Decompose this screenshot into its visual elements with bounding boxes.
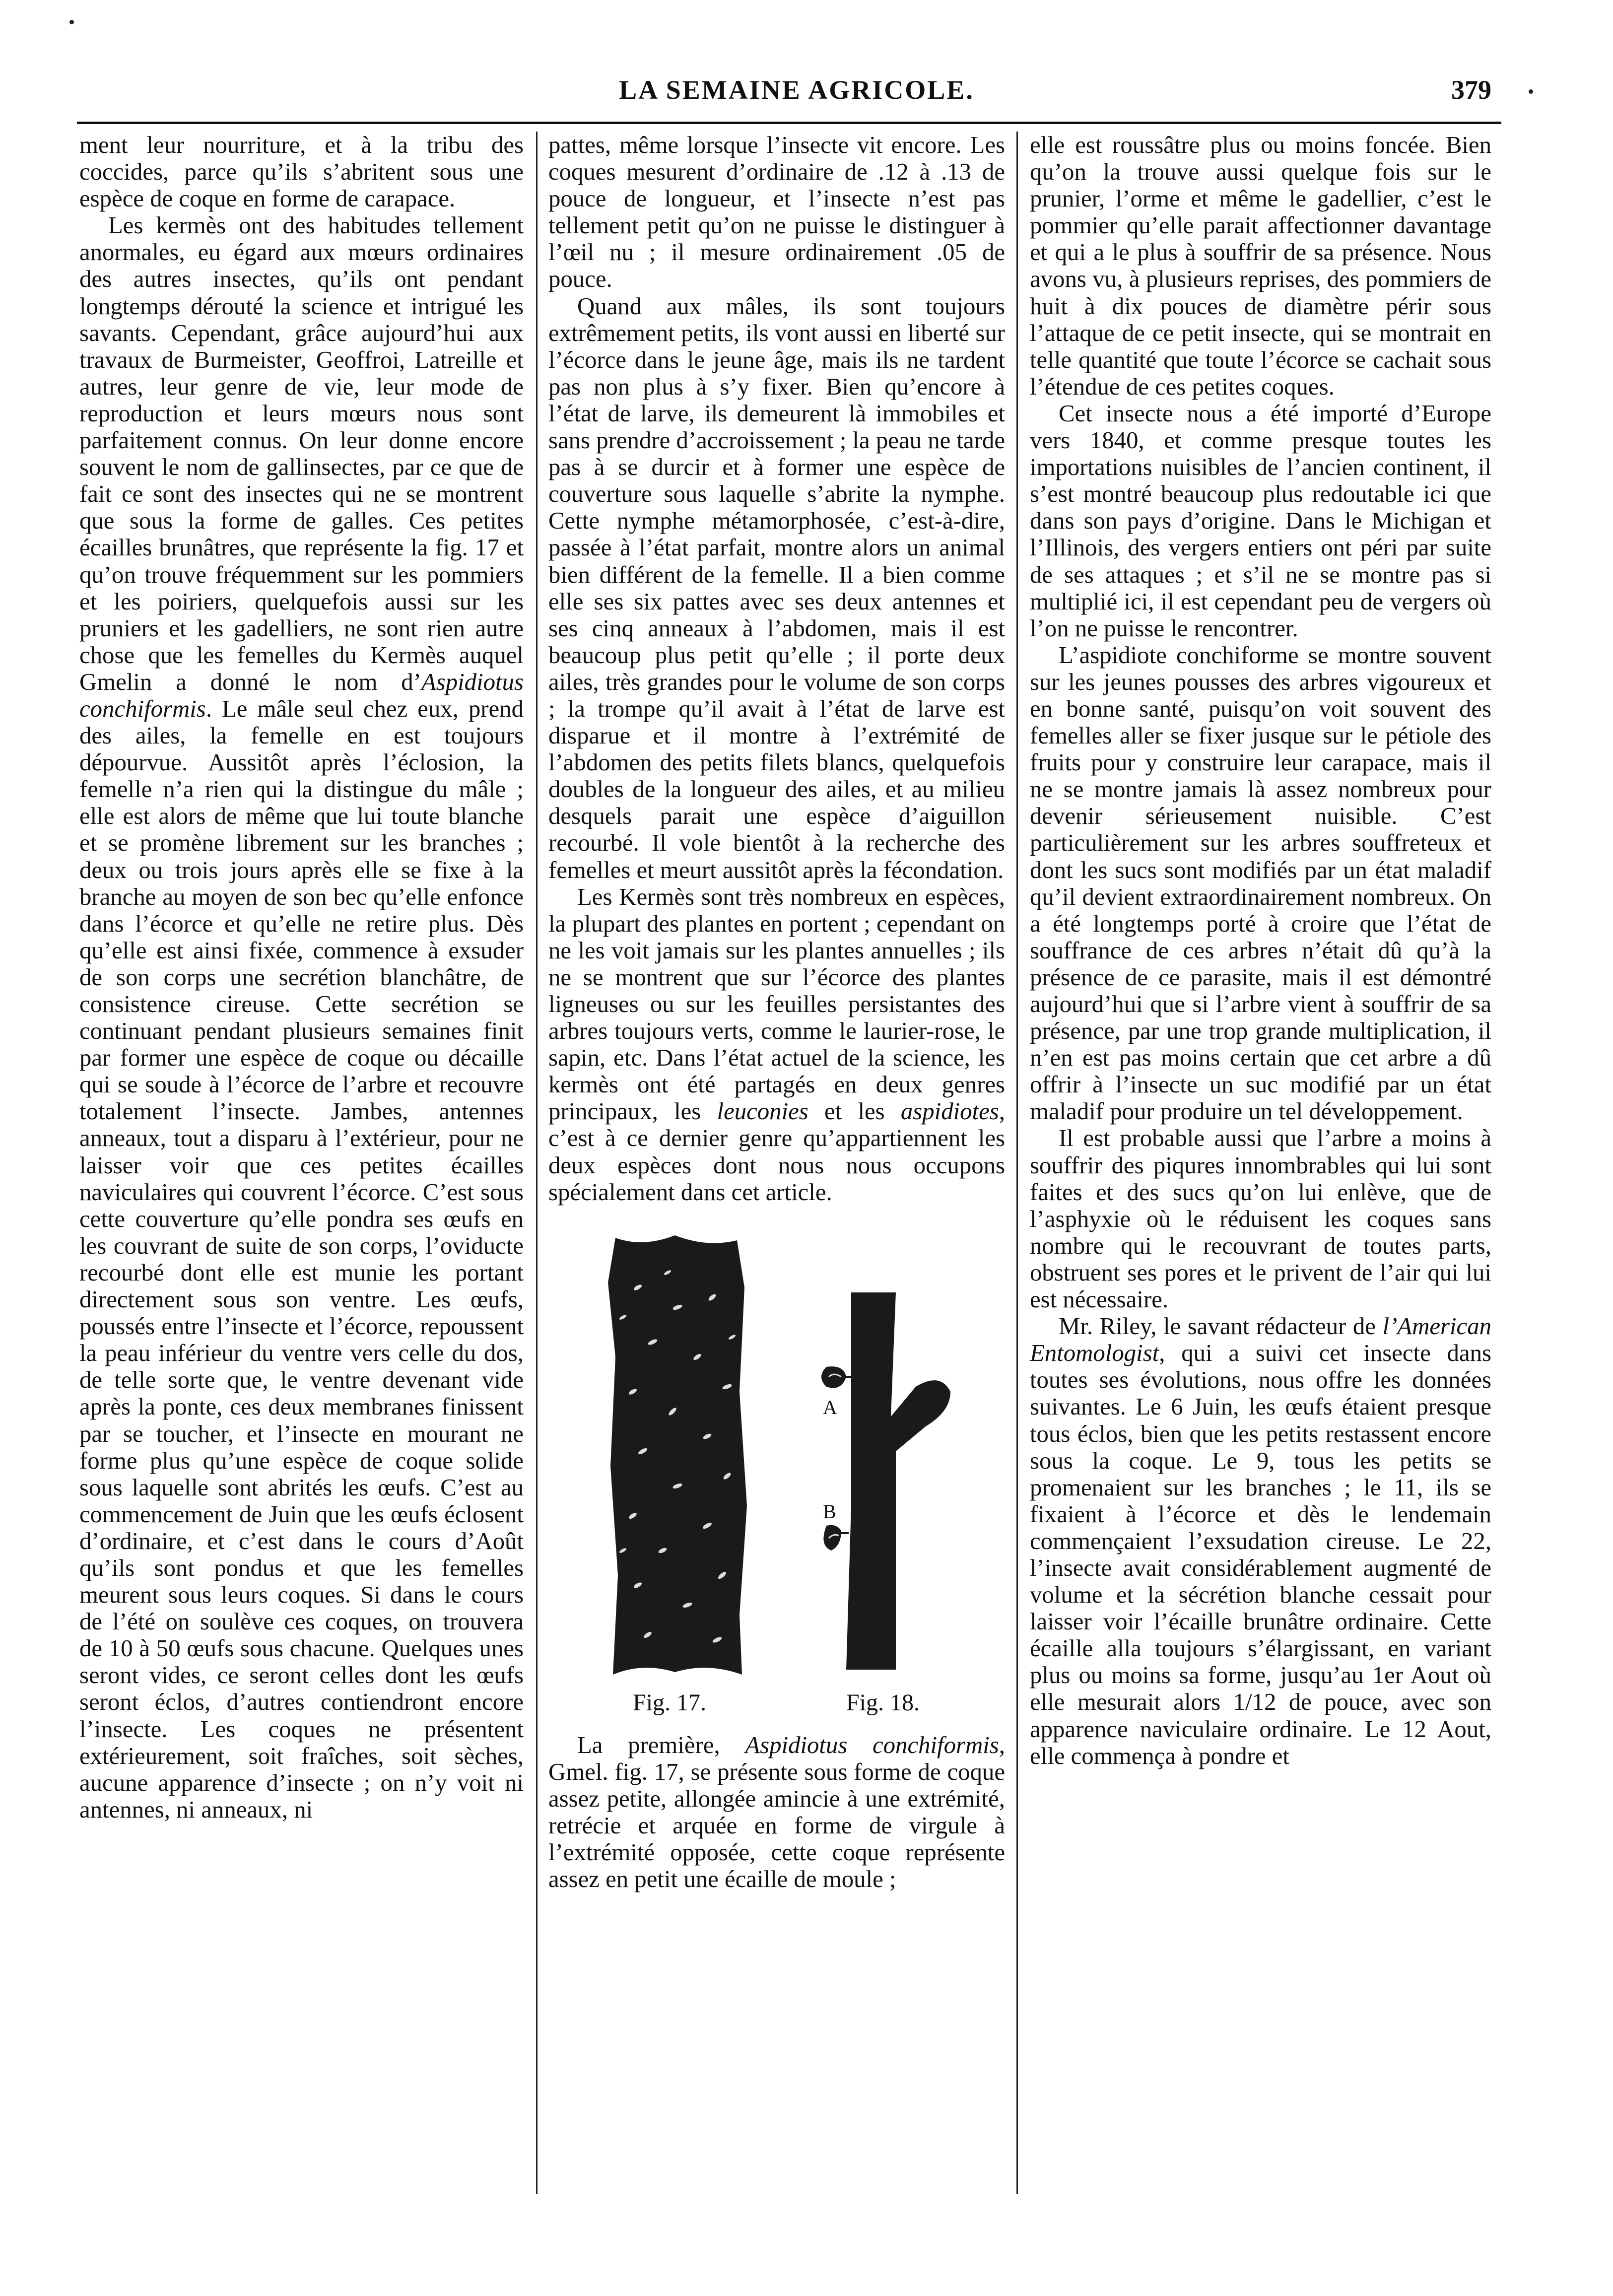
paragraph: Mr. Riley, le savant rédacteur de l’American Entomologist, qui a suivi cet insecte dans toutes ses évolutions, nous offre les données suivantes. Le 6 Juin, les œufs étaient presque tous éclos, bien que les petits restassent encore sous la coque. Le 9, tous les petits se promenaient sur les branches ; le 11, ils se fixaient à l’écorce et dès le lendemain commençaient l’exsudation cireuse. Le 22, l’insecte avait considérablement augmenté de volume et la sécrétion blanche cessait pour laisser voir l’écaille brunâtre ordinaire. Cette écaille alla toujours s’élargissant, en variant plus ou moins sa forme, jusqu’au 1er Aout où elle mesurait alors 1/12 de pouce, avec son apparence naviculaire ordinaire. Le 12 Aout, elle commença à pondre et (1030, 1313, 1491, 1769)
page-header (77, 74, 1516, 119)
header-rule (77, 122, 1501, 124)
figure-label-a: A (823, 1396, 837, 1418)
paragraph: Cet insecte nous a été importé d’Europe vers 1840, et comme presque toutes les importations nuisibles de l’ancien continent, il s’est montré beaucoup plus redoutable ici que dans son pays d’origine. Dans le Michigan et l’Illinois, des vergers entiers ont péri par suite de ses attaques ; et s’il ne se montre pas si multiplié ici, il est cependant peu de vergers où l’on ne puisse le rencontrer. (1030, 400, 1491, 642)
figure-illustrations (548, 1228, 1005, 1724)
paragraph: Les Kermès sont très nombreux en espèces, la plupart des plantes en portent ; cependant on ne les voit jamais sur les plantes annuelles ; ils ne se montrent que sur l’écorce des plantes ligneuses ou sur les feuilles persistantes des arbres toujours verts, comme le laurier-rose, le sapin, etc. Dans l’état actuel de la science, les kermès ont été partagés en deux genres principaux, les leuconies et les aspidiotes, c’est à ce dernier genre qu’appartiennent les deux espèces dont nous nous occupons spécialement dans cet article. (548, 883, 1005, 1206)
paragraph: pattes, même lorsque l’insecte vit encore. Les coques mesurent d’ordinaire de .12 à .13 de pouce de longueur, et l’insecte n’est pas tellement petit qu’on ne puisse le distinguer à l’œil nu ; il mesure ordinairement .05 de pouce. (548, 132, 1005, 293)
species-name: Aspidiotus conchiformis (79, 668, 524, 722)
column-3 (1030, 132, 1491, 1769)
paragraph: L’aspidiote conchiforme se montre souvent sur les jeunes pousses des arbres vigoureux et en bonne santé, puisqu’on voit souvent des femelles aller se fixer jusque sur le pétiole des fruits pour y construire leur carapace, mais il ne se montre jamais là assez nombreux pour devenir sérieusement nuisible. C’est particulièrement sur les arbres souffreteux et dont les sucs sont modifiés par un état maladif qu’il devient extraordinairement nombreux. On a été longtemps porté à croire que l’état de souffrance de ces arbres n’était dû qu’à la présence de ce parasite, mais il est démontré aujourd’hui que si l’arbre vient à souffrir de sa présence, par une trop grande multiplication, il n’en est pas moins certain que cet arbre a dû offrir à l’insecte un suc modifié par un état maladif pour produire un tel développement. (1030, 641, 1491, 1125)
print-speck (1529, 89, 1533, 94)
print-speck (69, 20, 74, 24)
figures (548, 1228, 1005, 1724)
column-2 (548, 132, 1005, 1892)
page-number: 379 (1451, 75, 1491, 105)
paragraph: ment leur nourriture, et à la tribu des coccides, parce qu’ils s’abritent sous une espèce de coque en forme de carapace. (79, 132, 524, 212)
paragraph: Les kermès ont des habitudes tellement anormales, eu égard aux mœurs ordinaires des autres insectes, qu’ils ont pendant longtemps dérouté la science et intrigué les savants. Cependant, grâce aujourd’hui aux travaux de Burmeister, Geoffroi, Latreille et autres, leur genre de vie, leur mode de reproduction et leurs mœurs nous sont parfaitement connus. On leur donne encore souvent le nom de gallinsectes, par ce que de fait ce sont des insectes qui ne se montrent que sous la forme de galles. Ces petites écailles brunâtres, que représente la fig. 17 et qu’on trouve fréquemment sur les pommiers et les poiriers, quelquefois aussi sur les pruniers et les gadelliers, ne sont rien autre chose que les femelles du Kermès auquel Gmelin a donné le nom d’Aspidiotus conchiformis. Le mâle seul chez eux, prend des ailes, la femelle en est toujours dépourvue. Aussitôt après l’éclosion, la femelle n’a rien qui la distingue du mâle ; elle est alors de même que lui toute blanche et se promène librement sur les branches ; deux ou trois jours après elle se fixe à la branche au moyen de son bec qu’elle enfonce dans l’écorce et qu’elle ne retire plus. Dès qu’elle est ainsi fixée, commence à exsuder de son corps une secrétion blanchâtre, de consistence cireuse. Cette secrétion se continuant pendant plusieurs semaines finit par former une espèce de coque ou décaille qui se soude à l’écorce de l’arbre et recouvre totalement l’insecte. Jambes, antennes anneaux, tout a disparu à l’extérieur, pour ne laisser voir que ces petites écailles naviculaires qui couvrent l’écorce. C’est sous cette couverture qu’elle pondra ses œufs en les couvrant de suite de son corps, l’oviducte recourbé dont elle est munie les portant directement sous son ventre. Les œufs, poussés entre l’insecte et l’écorce, repoussent la peau inférieur du ventre vers celle du dos, de telle sorte que, le ventre devenant vide après la ponte, ces deux membranes finissent par se toucher, et l’insecte en mourant ne forme plus qu’une espèce de coque solide sous laquelle sont abrités les œufs. C’est au commencement de Juin que les œufs éclosent d’ordinaire, et c’est dans le cours d’Août qu’ils sont pondus et que les femelles meurent sous leurs coques. Si dans le cours de l’été on soulève ces coques, on trouvera de 10 à 50 œufs sous chacune. Quelques unes seront vides, ce seront celles dont les œufs seront éclos, d’autres contiendront encore l’insecte. Les coques ne présentent extérieurement, soit fraîches, soit sèches, aucune apparence d’insecte ; on n’y voit ni antennes, ni anneaux, ni (79, 212, 524, 1823)
fig17-caption: Fig. 17. (633, 1689, 707, 1716)
column-1 (79, 132, 524, 1823)
fig18-caption: Fig. 18. (846, 1689, 920, 1716)
running-title: LA SEMAINE AGRICOLE. (619, 75, 974, 105)
column-separator (1016, 132, 1018, 2194)
fig17-illustration (608, 1235, 747, 1675)
paragraph: La première, Aspidiotus conchiformis, Gmel. fig. 17, se présente sous forme de coque assez petite, allongée amincie à une extrémité, retrécie et arquée en forme de virgule à l’extrémité opposée, cette coque représente assez en petit une écaille de moule ; (548, 1731, 1005, 1893)
figure-label-b: B (823, 1500, 836, 1523)
paragraph: Il est probable aussi que l’arbre a moins à souffrir des piqures innombrables qui lui sont faites et des sucs qu’on lui enlève, que de l’asphyxie où le réduisent les coques sans nombre qui le recouvrant de toutes parts, obstruent ses pores et le privent de l’air qui lui est nécessaire. (1030, 1125, 1491, 1313)
paragraph: Quand aux mâles, ils sont toujours extrêmement petits, ils vont aussi en liberté sur l’écorce dans le jeune âge, mais ils ne tardent pas non plus à s’y fixer. Bien qu’encore à l’état de larve, ils demeurent là immobiles et sans prendre d’accroissement ; la peau ne tarde pas à se durcir et à former une espèce de couverture sous laquelle s’abrite la nymphe. Cette nymphe métamorphosée, c’est-à-dire, passée à l’état parfait, montre alors un animal bien différent de la femelle. Il a bien comme elle ses six pattes avec ses deux antennes et ses cinq anneaux à l’abdomen, mais il est beaucoup plus petit qu’elle ; il porte deux ailes, très grandes pour le volume de son corps ; la trompe qu’il avait à l’état de larve est disparue et il montre à l’extrémité de l’abdomen des petits filets blancs, quelquefois doubles de la longueur des ailes, et au milieu desquels parait une espèce d’aiguillon recourbé. Il vole bientôt à la recherche des femelles et meurt aussitôt après la fécondation. (548, 292, 1005, 883)
paragraph: elle est roussâtre plus ou moins foncée. Bien qu’on la trouve aussi quelque fois sur le prunier, l’orme et même le gadellier, c’est le pommier qu’elle parait affectionner davantage et qui a le plus à souffrir de sa présence. Nous avons vu, à plusieurs reprises, des pommiers de huit à dix pouces de diamètre périr sous l’attaque de ce petit insecte, qui se montrait en telle quantité que toute l’écorce se cachait sous l’étendue de ces petites coques. (1030, 132, 1491, 400)
column-separator (536, 132, 538, 2194)
journal-title: l’American Entomologist (1030, 1313, 1491, 1367)
fig18-illustration (821, 1292, 950, 1670)
species-name: Aspidiotus conchiformis (745, 1731, 999, 1758)
